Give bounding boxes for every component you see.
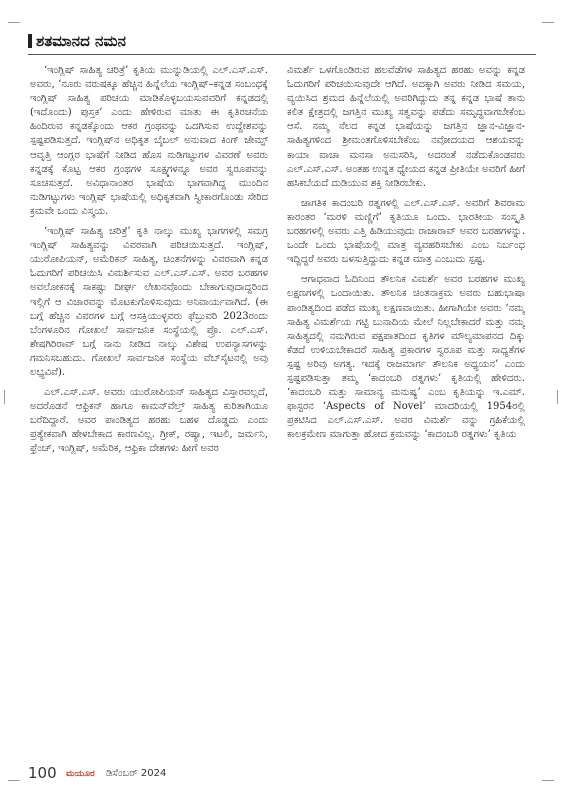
header-rule xyxy=(28,54,536,55)
paragraph: ಜಾಗತಿಕ ಕಾದಂಬರಿ ರತ್ನಗಳಲ್ಲಿ ಎಲ್.ಎಸ್.ಎಸ್. ಅವರಿಗೆ ಶಿವರಾಮ ಕಾರಂತರ ‘ಮರಳಿ ಮಣ್ಣಿಗೆ’ ಕೃತಿಯೂ ಒಂದು. ಭಾರತೀಯ ಸಂಸ್ಕೃತಿ ಬರಹಗಳಲ್ಲಿ ಅವರು ಎತ್ತಿ ಹಿಡಿಯುವುದು ರಾಜಾರಾವ್ ಅವರ ಬರಹಗಳನ್ನು. ಒಂದೇ ಒಂದು ಭಾಷೆಯಲ್ಲಿ ಮಾತ್ರ ವ್ಯವಹರಿಸಬೇಕು ಎಂಬ ನಿರ್ಬಂಧ ಇದ್ದಿದ್ದರೆ ಅವರು ಬಳಸುತ್ತಿದ್ದುದು ಕನ್ನಡ ಮಾತ್ರ ಎಂಬುದು ಸ್ಪಷ್ಟ. xyxy=(287,197,525,266)
left-column xyxy=(30,64,268,780)
crop-mark-bottom-left xyxy=(8,780,20,781)
crop-mark-mid-right xyxy=(557,390,558,404)
issue-date: ಡಿಸೆಂಬರ್ 2024 xyxy=(106,768,167,779)
magazine-name: ಮಯೂರ xyxy=(66,769,95,779)
crop-mark-bottom-right xyxy=(542,780,554,781)
section-title: ಶತಮಾನದ ನಮನ xyxy=(36,32,126,50)
crop-mark-top-left xyxy=(8,22,20,23)
header-bar-icon xyxy=(28,34,32,48)
page-number: 100 xyxy=(28,764,57,782)
paragraph: ಆಗಾಧವಾದ ಓದಿನಿಂದ ತೌಲನಿಕ ವಿಮರ್ಶೆ ಅವರ ಬರಹಗಳ ಮುಖ್ಯ ಲಕ್ಷಣಗಳಲ್ಲಿ ಒಂದಾಯಿತು. ತೌಲನಿಕ ಚಿಂತನಾಕ್ರಮ ಅವರು ಬಹುಭಾಷಾ ಪಾಂಡಿತ್ಯದಿಂದ ಪಡೆದ ಮುಖ್ಯ ಲಕ್ಷಣವಾಯಿತು. ಹೀಗಾಗಿಯೇ ಅವರು ‘ನಮ್ಮ ಸಾಹಿತ್ಯ ವಿಮರ್ಶೆಯ ಗಟ್ಟಿ ಬುನಾದಿಯ ಮೇಲೆ ನಿಲ್ಲಬೇಕಾದರೆ ಮತ್ತು ನಮ್ಮ ಸಾಹಿತ್ಯದಲ್ಲಿ ನಮಗಿರುವ ಪಕ್ಷಪಾತದಿಂದ ಕೃತಿಗಳ ಮೌಲ್ಯಮಾಪನದ ದಿಕ್ಕು ಕೆಡದೆ ಉಳಿಯಬೇಕಾದರೆ ಸಾಹಿತ್ಯ ಪ್ರಕಾರಗಳ ಸ್ವರೂಪ ಮತ್ತು ಸಾಧ್ಯತೆಗಳ ಸ್ಪಷ್ಟ ಅರಿವು ಅಗತ್ಯ. ಇದಕ್ಕೆ ರಾಜಮಾರ್ಗ ತೌಲನಿಕ ಅಧ್ಯಯನ’ ಎಂದು ಸ್ಪಷ್ಟಪಡಿಸುತ್ತಾ ತಮ್ಮ ‘ಕಾದಂಬರಿ ರತ್ನಗಳು’ ಕೃತಿಯಲ್ಲಿ ಹೇಳಿದರು. ‘ಕಾದಂಬರಿ ಮತ್ತು ಸಾಮಾನ್ಯ ಮನುಷ್ಯ’ ಎಂಬ ಕೃತಿಯನ್ನು ಇ.ಎಮ್. ಫಾಸ್ಟರನ ‘Aspects of Novel’ ಮಾದರಿಯಲ್ಲಿ 1954ರಲ್ಲಿ ಪ್ರಕಟಿಸಿದ ಎಲ್.ಎಸ್.ಎಸ್. ಅವರ ವಿಮರ್ಶೆ ವನ್ನು ಗ್ರಹಿಕೆಯಲ್ಲಿ ಕಾಲಕ್ರಮೇಣ ಮಾಗುತ್ತಾ ಹೋದ ಕ್ರಮವನ್ನು ‘ಕಾದಂಬರಿ ರತ್ನಗಳು’ ಕೃತಿಯ xyxy=(287,274,525,441)
crop-mark-mid-left xyxy=(4,390,5,404)
crop-mark-top-right xyxy=(542,22,554,23)
section-header xyxy=(28,30,536,52)
paragraph: ವಿಮರ್ಶೆ ಒಳಗೊಂಡಿರುವ ಹಲವೆಡೆಗಳ ಸಾಹಿತ್ಯದ ಹರಹು ಅವನ್ನು ಕನ್ನಡ ಓದುಗರಿಗೆ ಪರಿಚಯಿಸುವುದೇ ಆಗಿದೆ. ಅದಕ್ಕಾಗಿ ಅವರು ನೀಡಿದ ಸಮಯ, ವ್ಯಯಿಸಿದ ಶ್ರಮದ ಹಿನ್ನೆಲೆಯಲ್ಲಿ ಅವರಿಗಿದ್ದುದು ತನ್ನ ಕನ್ನಡ ಭಾಷೆ ತಾನು ಕಲಿತ ಕ್ಷೇತ್ರದಲ್ಲಿ ಜಗತ್ತಿನ ಮುಖ್ಯ ಸತ್ವವನ್ನು ಪಡೆದು ಸಮೃದ್ಧವಾಗಬೇಕೆಂಬ ಆಸೆ. ನಮ್ಮ ನೆಲದ ಕನ್ನಡ ಭಾಷೆಯನ್ನು ಜಗತ್ತಿನ ಜ್ಞಾನ-ವಿಜ್ಞಾನ-ಸಾಹಿತ್ಯಗಳಿಂದ ಶ್ರೀಮಂತಗೊಳಿಸಬೇಕೆಂಬ ನವೋದಯದ ಆಶಯವನ್ನು ಕಾಯಾ ವಾಚಾ ಮನಸಾ ಅನುಸರಿಸಿ, ಅದರಂತೆ ನಡೆದುಕೊಂಡವರು ಎಲ್.ಎಸ್.ಎಸ್. ಅಂತಹ ಉನ್ನತ ಧ್ಯೇಯದ ಕನ್ನಡ ಪ್ರೀತಿಯೇ ಅವರಿಗೆ ಹೀಗೆ ಹಸಿಕಬೆಯದೆ ದುಡಿಯುವ ಶಕ್ತಿ ನೀಡಿರಬೇಕು. xyxy=(287,65,525,189)
right-column xyxy=(287,64,525,780)
paragraph: ‘ಇಂಗ್ಲಿಷ್ ಸಾಹಿತ್ಯ ಚರಿತ್ರೆ’ ಕೃತಿಯ ಮುನ್ನುಡಿಯಲ್ಲಿ ಎಲ್.ಎಸ್.ಎಸ್. ಅವರು, ‘ನೂರು ವರುಷಕ್ಕೂ ಹೆಚ್ಚಿನ ಹಿನ್ನೆಲೆಯ ಇಂಗ್ಲಿಷ್–ಕನ್ನಡ ಸಂಬಂಧಕ್ಕೆ ಇಂಗ್ಲಿಷ್ ಸಾಹಿತ್ಯ ಪರಿಚಯ ಮಾಡಿಕೊಳ್ಳಬಯಸುವವರಿಗೆ ಕನ್ನಡದಲ್ಲಿ (ಇದೊಂದು) ಪುಸ್ತಕ’ ಎಂದು ಹೇಳಿರುವ ಮಾತು ಈ ಕೃತಿರಚನೆಯ ಹಿಂದಿರುವ ಕನ್ನಡಕ್ಕೊಂದು ಆಕರ ಗ್ರಂಥವನ್ನು ಒದಗಿಸುವ ಉದ್ದೇಶವನ್ನು ಸ್ಪಷ್ಟಪಡಿಸುತ್ತದೆ. ಇಂಗ್ಲಿಷ್‌ನ ಅಧಿಕೃತ ಬೈಬಲ್ ಅನುವಾದ ಕಿಂಗ್ ಜೇಮ್ಸ್ ಆವೃತ್ತಿ ಆಂಗ್ಲರ ಭಾಷೆಗೆ ನೀಡಿದ ಹೊಸ ನುಡಿಗಟ್ಟುಗಳ ವಿವರಣೆ ಅವರು ಕನ್ನಡಕ್ಕೆ ಕೊಟ್ಟ ಆಕರ ಗ್ರಂಥಗಳ ಸೂಕ್ಷ್ಮಗಳನ್ನೂ ಅವರ ಸ್ವರೂಪವನ್ನು ಸೂಚಿಸುತ್ತದೆ. ಅವಿಧಾನಾಂತರ ಭಾಷೆಯ ಭಾಗವಾಗಿದ್ದ ಮುಂದಿನ ನುಡಿಗಟ್ಟುಗಳು ಇಂಗ್ಲಿಷ್ ಭಾಷೆಯಲ್ಲಿ ಅಧಿಕೃತವಾಗಿ ಸ್ವೀಕಾರಗೊಂಡು ಸೇರಿದ ಕ್ರಮವೇ ಒಂದು ವಿಸ್ಮಯ. xyxy=(30,65,268,217)
page-footer xyxy=(28,764,328,784)
paragraph: ಎಲ್.ಎಸ್.ಎಸ್. ಅವರು ಯುರೋಪಿಯನ್ ಸಾಹಿತ್ಯದ ವಿಸ್ತಾರವಲ್ಲದೆ, ಅದರೊಡನೆ ಆಫ್ರಿಕನ್ ಹಾಗೂ ಕಾಮನ್‌ವೆಲ್ತ್ ಸಾಹಿತ್ಯ ಕುರಿತಾಗಿಯೂ ಬರೆದಿದ್ದಾರೆ. ಅವರ ಪಾಂಡಿತ್ಯದ ಹರಹು ಬಹಳ ದೊಡ್ಡದು ಎಂದು ಪ್ರತ್ಯೇಕವಾಗಿ ಹೇಳಬೇಕಾದ ಕಾರಣವಿಲ್ಲ. ಗ್ರೀಕ್, ರಷ್ಯಾ, ಇಟಲಿ, ಜರ್ಮನಿ, ಫ್ರೆಂಚ್, ಇಂಗ್ಲಿಷ್, ಅಮೆರಿಕ, ಆಫ್ರಿಕಾ ದೇಶಗಳು ಹೀಗೆ ಅವರ xyxy=(30,387,268,455)
paragraph: ‘ಇಂಗ್ಲಿಷ್ ಸಾಹಿತ್ಯ ಚರಿತ್ರೆ’ ಕೃತಿ ನಾಲ್ಕು ಮುಖ್ಯ ಭಾಗಗಳಲ್ಲಿ ಸಮಗ್ರ ಇಂಗ್ಲಿಷ್ ಸಾಹಿತ್ಯವನ್ನು ವಿವರವಾಗಿ ಪರಿಚಯಿಸುತ್ತದೆ. ಇಂಗ್ಲಿಷ್, ಯುರೋಪಿಯನ್, ಅಮೆರಿಕನ್ ಸಾಹಿತ್ಯ, ಚಿಂತನೆಗಳನ್ನು ವಿವರವಾಗಿ ಕನ್ನಡ ಓದುಗರಿಗೆ ಪರಿಚಯಿಸಿ ವಿಮರ್ಶಿಸುವ ಎಲ್.ಎಸ್.ಎಸ್. ಅವರ ಬರಹಗಳ ಅವಲೋಕನಕ್ಕೆ ಸಾಕಷ್ಟು ದೀರ್ಘ ಲೇಖನವೊಂದು ಬೇಕಾಗುವುದಾದ್ದರಿಂದ ಇಲ್ಲಿಗೆ ಆ ವಿಚಾರವನ್ನು ಮೊಟಕುಗೊಳಿಸುವುದು ಅನಿವಾರ್ಯವಾಗಿದೆ. (ಈ ಬಗ್ಗೆ ಹೆಚ್ಚಿನ ವಿವರಗಳ ಬಗ್ಗೆ ಆಸಕ್ತಿಯುಳ್ಳವರು ಫೆಬ್ರುವರಿ 2023ರಂದು ಬೆಂಗಳೂರಿನ ಗೋಖಲೆ ಸಾರ್ವಜನಿಕ ಸಂಸ್ಥೆಯಲ್ಲಿ ಪ್ರೊ. ಎಲ್.ಎಸ್. ಶೇಷಗಿರಿರಾವ್ ಬಗ್ಗೆ ನಾನು ನೀಡಿದ ನಾಲ್ಕು ವಿಶೇಷ ಉಪನ್ಯಾಸಗಳನ್ನು ಗಮನಿಸಬಹುದು. ಗೋಖಲೆ ಸಾರ್ವಜನಿಕ ಸಂಸ್ಥೆಯ ವೆಬ್‌ಸೈಟನಲ್ಲಿ ಅವು ಲಭ್ಯವಿವೆ). xyxy=(30,226,268,378)
